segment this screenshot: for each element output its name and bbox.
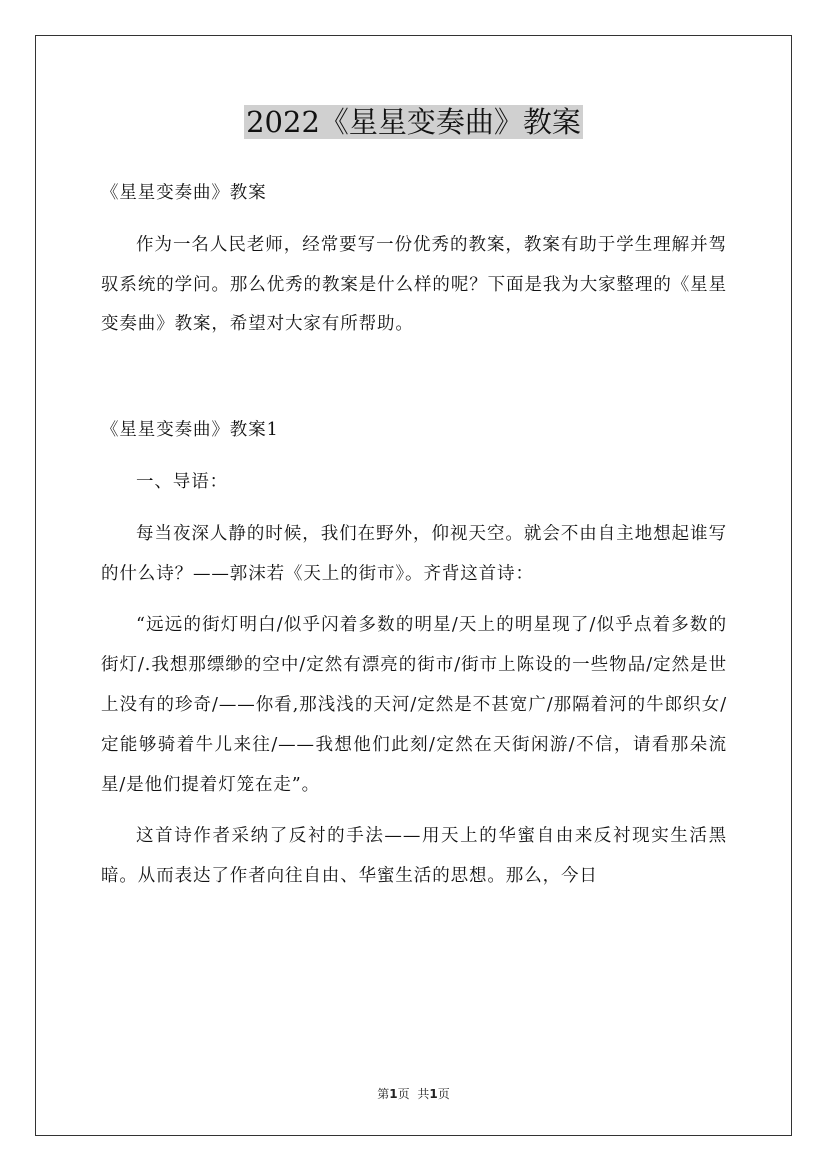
subheading-introduction: 一、导语： (136, 471, 228, 492)
page-current-number: 1 (389, 1087, 398, 1101)
poem-quote: “远远的街灯明白/似乎闪着多数的明星/天上的明星现了/似乎点着多数的街灯/.我想那缥缈的空中/定然有漂亮的街市/街市上陈设的一些物品/定然是世上没有的珍奇/——你看,那浅浅的天河/定然是不甚宽广/那隔着河的牛郎织女/定能够骑着牛儿来往/——我想他们此刻/定然在天街闲游/不信，请看那朵流星/是他们提着灯笼在走”。 (101, 615, 727, 795)
document-title (0, 100, 827, 144)
paragraph-analysis: 这首诗作者采纳了反衬的手法——用天上的华蜜自由来反衬现实生活黑暗。从而表达了作者向往自由、华蜜生活的思想。那么，今日 (101, 826, 727, 887)
page-total-prefix: 共 (417, 1087, 430, 1101)
intro-paragraph: 作为一名人民老师，经常要写一份优秀的教案，教案有助于学生理解并驾驭系统的学问。那么优秀的教案是什么样的呢？下面是我为大家整理的《星星变奏曲》教案，希望对大家有所帮助。 (101, 234, 727, 335)
page-total-suffix: 页 (437, 1087, 450, 1101)
document-title-text: 2022《星星变奏曲》教案 (246, 105, 581, 139)
page-current-prefix: 第 (377, 1087, 390, 1101)
section-heading: 《星星变奏曲》教案1 (101, 420, 279, 441)
intro-heading: 《星星变奏曲》教案 (101, 183, 267, 203)
page-current-suffix: 页 (397, 1087, 410, 1101)
paragraph-opening: 每当夜深人静的时候，我们在野外，仰视天空。就会不由自主地想起谁写的什么诗？——郭沫若《天上的街市》。齐背这首诗： (101, 523, 727, 584)
page-footer (0, 1085, 827, 1102)
document-body (101, 174, 727, 897)
page-total-number: 1 (429, 1087, 438, 1101)
